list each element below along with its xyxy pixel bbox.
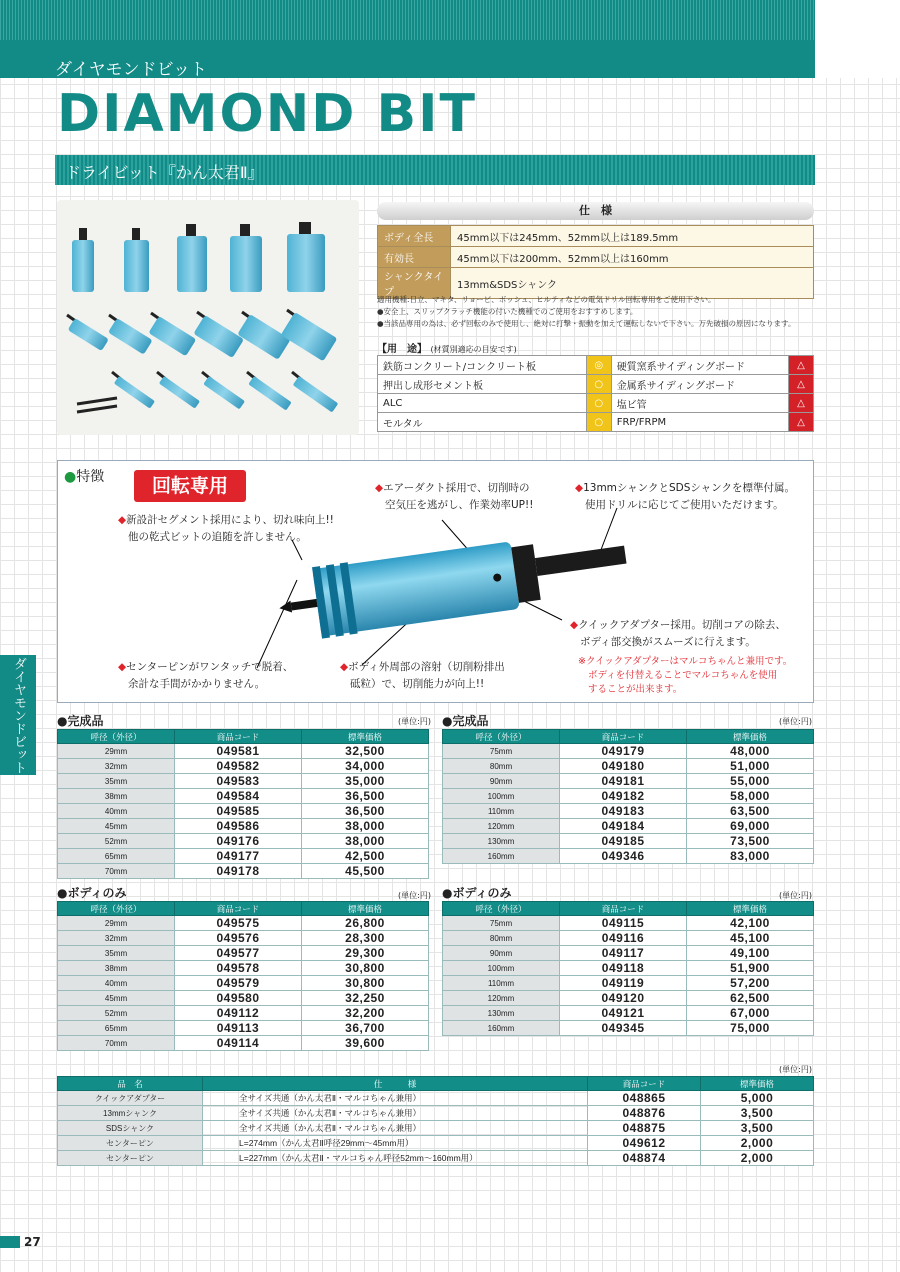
- price-cell: 42,500: [302, 849, 429, 864]
- product-line-title: ドライビット『かん太君Ⅱ』: [65, 163, 264, 182]
- callout-line: 余計な手間がかかりません。: [128, 678, 266, 690]
- code-cell: 049117: [560, 946, 687, 961]
- price-cell: 32,200: [302, 1006, 429, 1021]
- code-cell: 049182: [560, 789, 687, 804]
- uses-mark: △: [789, 394, 814, 413]
- col-size: 呼径（外径）: [58, 902, 175, 916]
- price-cell: 36,500: [302, 789, 429, 804]
- code-cell: 049578: [175, 961, 302, 976]
- table-row: [58, 774, 429, 789]
- code-cell: 049115: [560, 916, 687, 931]
- part-price: 3,500: [701, 1106, 814, 1121]
- table-row: [443, 961, 814, 976]
- table-row: [58, 931, 429, 946]
- code-cell: 049345: [560, 1021, 687, 1036]
- diamond-bullet-icon: ◆: [118, 661, 127, 673]
- table-row: [58, 946, 429, 961]
- price-cell: 38,000: [302, 834, 429, 849]
- price-cell: 75,000: [687, 1021, 814, 1036]
- complete-right-rows: [443, 744, 814, 864]
- table-row: [58, 849, 429, 864]
- code-cell: 049586: [175, 819, 302, 834]
- code-cell: 049114: [175, 1036, 302, 1051]
- callout-note-line: ※クイックアダプターはマルコちゃんと兼用です。: [578, 656, 793, 667]
- code-cell: 049585: [175, 804, 302, 819]
- part-spec: 全サイズ共通（かん太君Ⅱ・マルコちゃん兼用）: [203, 1121, 588, 1136]
- uses-material: 鉄筋コンクリート/コンクリート板: [378, 356, 587, 375]
- uses-mark: ○: [586, 413, 611, 432]
- table-row: [58, 834, 429, 849]
- code-cell: 049185: [560, 834, 687, 849]
- part-price: 3,500: [701, 1121, 814, 1136]
- col-price: 標準価格: [687, 902, 814, 916]
- price-cell: 63,500: [687, 804, 814, 819]
- price-cell: 51,000: [687, 759, 814, 774]
- table-row: [58, 804, 429, 819]
- size-cell: 160mm: [443, 849, 560, 864]
- diamond-bullet-icon: ◆: [118, 514, 127, 526]
- uses-mark: △: [789, 413, 814, 432]
- size-cell: 120mm: [443, 991, 560, 1006]
- features-title-text: 特徴: [76, 469, 105, 485]
- price-cell: 30,800: [302, 976, 429, 991]
- part-spec: L=274mm（かん太君Ⅱ呼径29mm～45mm用）: [203, 1136, 588, 1151]
- body-right-title: ●ボディのみ: [442, 886, 512, 900]
- size-cell: 35mm: [58, 774, 175, 789]
- size-cell: 110mm: [443, 976, 560, 991]
- code-cell: 049579: [175, 976, 302, 991]
- spec-label: シャンクタイプ: [378, 268, 451, 299]
- callout-line: 砥粒）で、切削能力が向上!!: [350, 678, 485, 690]
- body-left-rows: [58, 916, 429, 1051]
- feature-callout-adapter: [570, 617, 786, 651]
- code-cell: 049116: [560, 931, 687, 946]
- price-cell: 42,100: [687, 916, 814, 931]
- spec-table: [377, 225, 814, 299]
- size-cell: 38mm: [58, 961, 175, 976]
- price-cell: 29,300: [302, 946, 429, 961]
- feature-callout-adapter-note: [578, 655, 792, 697]
- table-row: [58, 991, 429, 1006]
- uses-row: [378, 356, 814, 375]
- code-cell: 049176: [175, 834, 302, 849]
- uses-row: [378, 413, 814, 432]
- part-code: 048875: [588, 1121, 701, 1136]
- code-cell: 049113: [175, 1021, 302, 1036]
- table-row: [58, 1006, 429, 1021]
- table-row: [443, 916, 814, 931]
- code-cell: 049118: [560, 961, 687, 976]
- price-cell: 45,100: [687, 931, 814, 946]
- code-cell: 049346: [560, 849, 687, 864]
- size-cell: 160mm: [443, 1021, 560, 1036]
- price-cell: 28,300: [302, 931, 429, 946]
- feature-callout-air-duct: [375, 480, 533, 514]
- code-cell: 049584: [175, 789, 302, 804]
- body-left-title: ●ボディのみ: [57, 886, 127, 900]
- spec-note: ●安全上、スリップクラッチ機能の付いた機種でのご使用をおすすめします。: [377, 307, 638, 316]
- uses-material: モルタル: [378, 413, 587, 432]
- uses-table: [377, 355, 814, 432]
- product-photo: [57, 200, 359, 435]
- price-cell: 58,000: [687, 789, 814, 804]
- callout-line: ボディ外周部の溶射（切削粉排出: [348, 661, 505, 673]
- feature-callout-segment: [118, 512, 334, 546]
- spec-label: 有効長: [378, 247, 451, 268]
- table-row: [58, 744, 429, 759]
- size-cell: 75mm: [443, 744, 560, 759]
- diamond-bit-lineup-illustration: [57, 200, 359, 435]
- col-size: 呼径（外径）: [58, 730, 175, 744]
- uses-material: 硬質窯系サイディングボード: [611, 356, 788, 375]
- diamond-bullet-icon: ◆: [575, 482, 584, 494]
- col-price: 標準価格: [302, 902, 429, 916]
- callout-line: 使用ドリルに応じてご使用いただけます。: [585, 499, 784, 511]
- page-number-bar: [0, 1236, 20, 1248]
- table-row: [443, 931, 814, 946]
- code-cell: 049581: [175, 744, 302, 759]
- size-cell: 65mm: [58, 849, 175, 864]
- uses-material: FRP/FRPM: [611, 413, 788, 432]
- size-cell: 90mm: [443, 946, 560, 961]
- body-right-table: [442, 901, 814, 1036]
- table-row: [58, 916, 429, 931]
- code-cell: 049181: [560, 774, 687, 789]
- code-cell: 049177: [175, 849, 302, 864]
- uses-row: [378, 394, 814, 413]
- col-size: 呼径（外径）: [443, 902, 560, 916]
- table-row: [58, 1036, 429, 1051]
- col-code: 商品コード: [560, 730, 687, 744]
- uses-heading: [377, 340, 517, 355]
- part-name: 13mmシャンク: [58, 1106, 203, 1121]
- code-cell: 049577: [175, 946, 302, 961]
- table-row: [443, 991, 814, 1006]
- price-cell: 32,250: [302, 991, 429, 1006]
- table-row: [443, 744, 814, 759]
- size-cell: 110mm: [443, 804, 560, 819]
- table-row: [443, 1021, 814, 1036]
- body-left-table: [57, 901, 429, 1051]
- table-row: [443, 946, 814, 961]
- col-spec: 仕 様: [203, 1077, 588, 1091]
- uses-material: 塩ビ管: [611, 394, 788, 413]
- unit-label: (単位:円): [779, 891, 812, 900]
- callout-line: 空気圧を逃がし、作業効率UP!!: [385, 499, 534, 511]
- table-row: [58, 789, 429, 804]
- feature-callout-shank: [575, 480, 795, 514]
- uses-material: ALC: [378, 394, 587, 413]
- size-cell: 120mm: [443, 819, 560, 834]
- size-cell: 80mm: [443, 931, 560, 946]
- code-cell: 049582: [175, 759, 302, 774]
- complete-left-rows: [58, 744, 429, 879]
- price-cell: 38,000: [302, 819, 429, 834]
- page-number: 27: [24, 1235, 41, 1249]
- table-row: [443, 834, 814, 849]
- part-name: センターピン: [58, 1151, 203, 1166]
- code-cell: 049576: [175, 931, 302, 946]
- spec-row: [378, 247, 814, 268]
- size-cell: 32mm: [58, 759, 175, 774]
- col-code: 商品コード: [175, 902, 302, 916]
- table-row: [58, 1121, 814, 1136]
- size-cell: 45mm: [58, 819, 175, 834]
- category-bar-texture: [0, 0, 815, 40]
- price-cell: 45,500: [302, 864, 429, 879]
- callout-line: 新設計セグメント採用により、切れ味向上!!: [126, 514, 334, 526]
- category-label: ダイヤモンドビット: [55, 60, 207, 80]
- table-row: [58, 819, 429, 834]
- size-cell: 32mm: [58, 931, 175, 946]
- part-name: センターピン: [58, 1136, 203, 1151]
- spec-value: 45mm以下は200mm、52mm以上は160mm: [451, 247, 814, 268]
- table-row: [443, 849, 814, 864]
- table-row: [443, 789, 814, 804]
- price-cell: 48,000: [687, 744, 814, 759]
- price-cell: 55,000: [687, 774, 814, 789]
- code-cell: 049580: [175, 991, 302, 1006]
- price-cell: 49,100: [687, 946, 814, 961]
- size-cell: 52mm: [58, 1006, 175, 1021]
- unit-label: (単位:円): [779, 1065, 812, 1074]
- complete-right-table: [442, 729, 814, 864]
- col-price: 標準価格: [687, 730, 814, 744]
- uses-mark: ○: [586, 394, 611, 413]
- complete-right-title: ●完成品: [442, 714, 489, 728]
- price-cell: 30,800: [302, 961, 429, 976]
- price-cell: 73,500: [687, 834, 814, 849]
- price-cell: 35,000: [302, 774, 429, 789]
- uses-heading-label: 【用 途】: [377, 344, 427, 355]
- uses-material: 金属系サイディングボード: [611, 375, 788, 394]
- col-code: 商品コード: [560, 902, 687, 916]
- code-cell: 049179: [560, 744, 687, 759]
- feature-callout-center-pin: [118, 659, 293, 693]
- unit-label: (単位:円): [398, 891, 431, 900]
- table-row: [58, 759, 429, 774]
- part-code: 048874: [588, 1151, 701, 1166]
- col-size: 呼径（外径）: [443, 730, 560, 744]
- code-cell: 049121: [560, 1006, 687, 1021]
- feature-callout-spray: [340, 659, 505, 693]
- price-cell: 36,500: [302, 804, 429, 819]
- size-cell: 40mm: [58, 804, 175, 819]
- diamond-bullet-icon: ◆: [375, 482, 384, 494]
- part-code: 048865: [588, 1091, 701, 1106]
- size-cell: 38mm: [58, 789, 175, 804]
- col-code: 商品コード: [175, 730, 302, 744]
- code-cell: 049575: [175, 916, 302, 931]
- part-spec: 全サイズ共通（かん太君Ⅱ・マルコちゃん兼用）: [203, 1091, 588, 1106]
- code-cell: 049183: [560, 804, 687, 819]
- size-cell: 130mm: [443, 1006, 560, 1021]
- table-row: [58, 961, 429, 976]
- size-cell: 35mm: [58, 946, 175, 961]
- code-cell: 049583: [175, 774, 302, 789]
- code-cell: 049178: [175, 864, 302, 879]
- size-cell: 90mm: [443, 774, 560, 789]
- code-cell: 049180: [560, 759, 687, 774]
- part-name: クイックアダプター: [58, 1091, 203, 1106]
- price-cell: 62,500: [687, 991, 814, 1006]
- callout-note-line: ボディを付替えることでマルコちゃんを使用: [588, 670, 778, 681]
- part-spec: 全サイズ共通（かん太君Ⅱ・マルコちゃん兼用）: [203, 1106, 588, 1121]
- rotation-only-badge: 回転専用: [134, 470, 246, 502]
- uses-mark: ◎: [586, 356, 611, 375]
- complete-left-table: [57, 729, 429, 879]
- table-row: [443, 1006, 814, 1021]
- col-code: 商品コード: [588, 1077, 701, 1091]
- part-code: 049612: [588, 1136, 701, 1151]
- price-cell: 34,000: [302, 759, 429, 774]
- spec-label: ボディ全長: [378, 226, 451, 247]
- price-cell: 39,600: [302, 1036, 429, 1051]
- callout-line: クイックアダプター採用。切削コアの除去、: [578, 619, 786, 631]
- callout-line: 他の乾式ビットの追随を許しません。: [128, 531, 307, 543]
- parts-table: [57, 1076, 814, 1166]
- size-cell: 29mm: [58, 916, 175, 931]
- diamond-bullet-icon: ◆: [570, 619, 579, 631]
- callout-line: センターピンがワンタッチで脱着、: [126, 661, 294, 673]
- part-price: 2,000: [701, 1151, 814, 1166]
- side-category-tab: ダイヤモンドビット: [0, 655, 36, 775]
- uses-mark: △: [789, 375, 814, 394]
- table-row: [58, 1151, 814, 1166]
- part-code: 048876: [588, 1106, 701, 1121]
- uses-mark: ○: [586, 375, 611, 394]
- table-row: [58, 1021, 429, 1036]
- features-bullet: ●: [64, 469, 77, 485]
- uses-row: [378, 375, 814, 394]
- table-row: [58, 976, 429, 991]
- table-row: [58, 864, 429, 879]
- size-cell: 65mm: [58, 1021, 175, 1036]
- callout-line: 13mmシャンクとSDSシャンクを標準付属。: [583, 482, 795, 494]
- size-cell: 40mm: [58, 976, 175, 991]
- callout-note-line: することが出来ます。: [588, 684, 683, 695]
- page-title: DIAMOND BIT: [57, 84, 477, 144]
- table-row: [58, 1091, 814, 1106]
- part-name: SDSシャンク: [58, 1121, 203, 1136]
- spec-heading: 仕 様: [377, 202, 814, 220]
- callout-line: ボディ部交換がスムーズに行えます。: [580, 636, 756, 648]
- price-cell: 36,700: [302, 1021, 429, 1036]
- price-cell: 51,900: [687, 961, 814, 976]
- uses-mark: △: [789, 356, 814, 375]
- price-cell: 57,200: [687, 976, 814, 991]
- size-cell: 29mm: [58, 744, 175, 759]
- body-right-rows: [443, 916, 814, 1036]
- size-cell: 52mm: [58, 834, 175, 849]
- table-row: [443, 819, 814, 834]
- price-cell: 83,000: [687, 849, 814, 864]
- table-row: [443, 759, 814, 774]
- parts-rows: [58, 1091, 814, 1166]
- size-cell: 100mm: [443, 961, 560, 976]
- size-cell: 100mm: [443, 789, 560, 804]
- code-cell: 049112: [175, 1006, 302, 1021]
- complete-left-title: ●完成品: [57, 714, 104, 728]
- price-cell: 32,500: [302, 744, 429, 759]
- size-cell: 70mm: [58, 1036, 175, 1051]
- code-cell: 049119: [560, 976, 687, 991]
- uses-material: 押出し成形セメント板: [378, 375, 587, 394]
- code-cell: 049184: [560, 819, 687, 834]
- price-cell: 26,800: [302, 916, 429, 931]
- table-row: [58, 1136, 814, 1151]
- size-cell: 45mm: [58, 991, 175, 1006]
- size-cell: 130mm: [443, 834, 560, 849]
- spec-value: 13mm&SDSシャンク: [451, 268, 814, 299]
- table-row: [58, 1106, 814, 1121]
- size-cell: 75mm: [443, 916, 560, 931]
- part-price: 5,000: [701, 1091, 814, 1106]
- col-price: 標準価格: [302, 730, 429, 744]
- spec-note: ●当該品専用の為は、必ず回転のみで使用し、絶対に打撃・振動を加えて運転しないで下さい。万先破損の原因になります。: [377, 319, 796, 328]
- table-row: [443, 774, 814, 789]
- uses-subheading: (材質別適応の目安です): [430, 345, 517, 354]
- table-row: [443, 976, 814, 991]
- size-cell: 70mm: [58, 864, 175, 879]
- part-price: 2,000: [701, 1136, 814, 1151]
- spec-row: [378, 226, 814, 247]
- col-price: 標準価格: [701, 1077, 814, 1091]
- size-cell: 80mm: [443, 759, 560, 774]
- callout-line: エアーダクト採用で、切削時の: [383, 482, 530, 494]
- price-cell: 69,000: [687, 819, 814, 834]
- spec-note: 適用機種:日立、マキタ、リョービ、ボッシュ、ヒルティなどの電気ドリル回転専用をご使用下さい。: [377, 295, 716, 304]
- col-name: 品 名: [58, 1077, 203, 1091]
- part-spec: L=227mm（かん太君Ⅱ・マルコちゃん呼径52mm～160mm用）: [203, 1151, 588, 1166]
- diamond-bullet-icon: ◆: [340, 661, 349, 673]
- price-cell: 67,000: [687, 1006, 814, 1021]
- table-row: [443, 804, 814, 819]
- unit-label: (単位:円): [779, 717, 812, 726]
- code-cell: 049120: [560, 991, 687, 1006]
- spec-value: 45mm以下は245mm、52mm以上は189.5mm: [451, 226, 814, 247]
- unit-label: (単位:円): [398, 717, 431, 726]
